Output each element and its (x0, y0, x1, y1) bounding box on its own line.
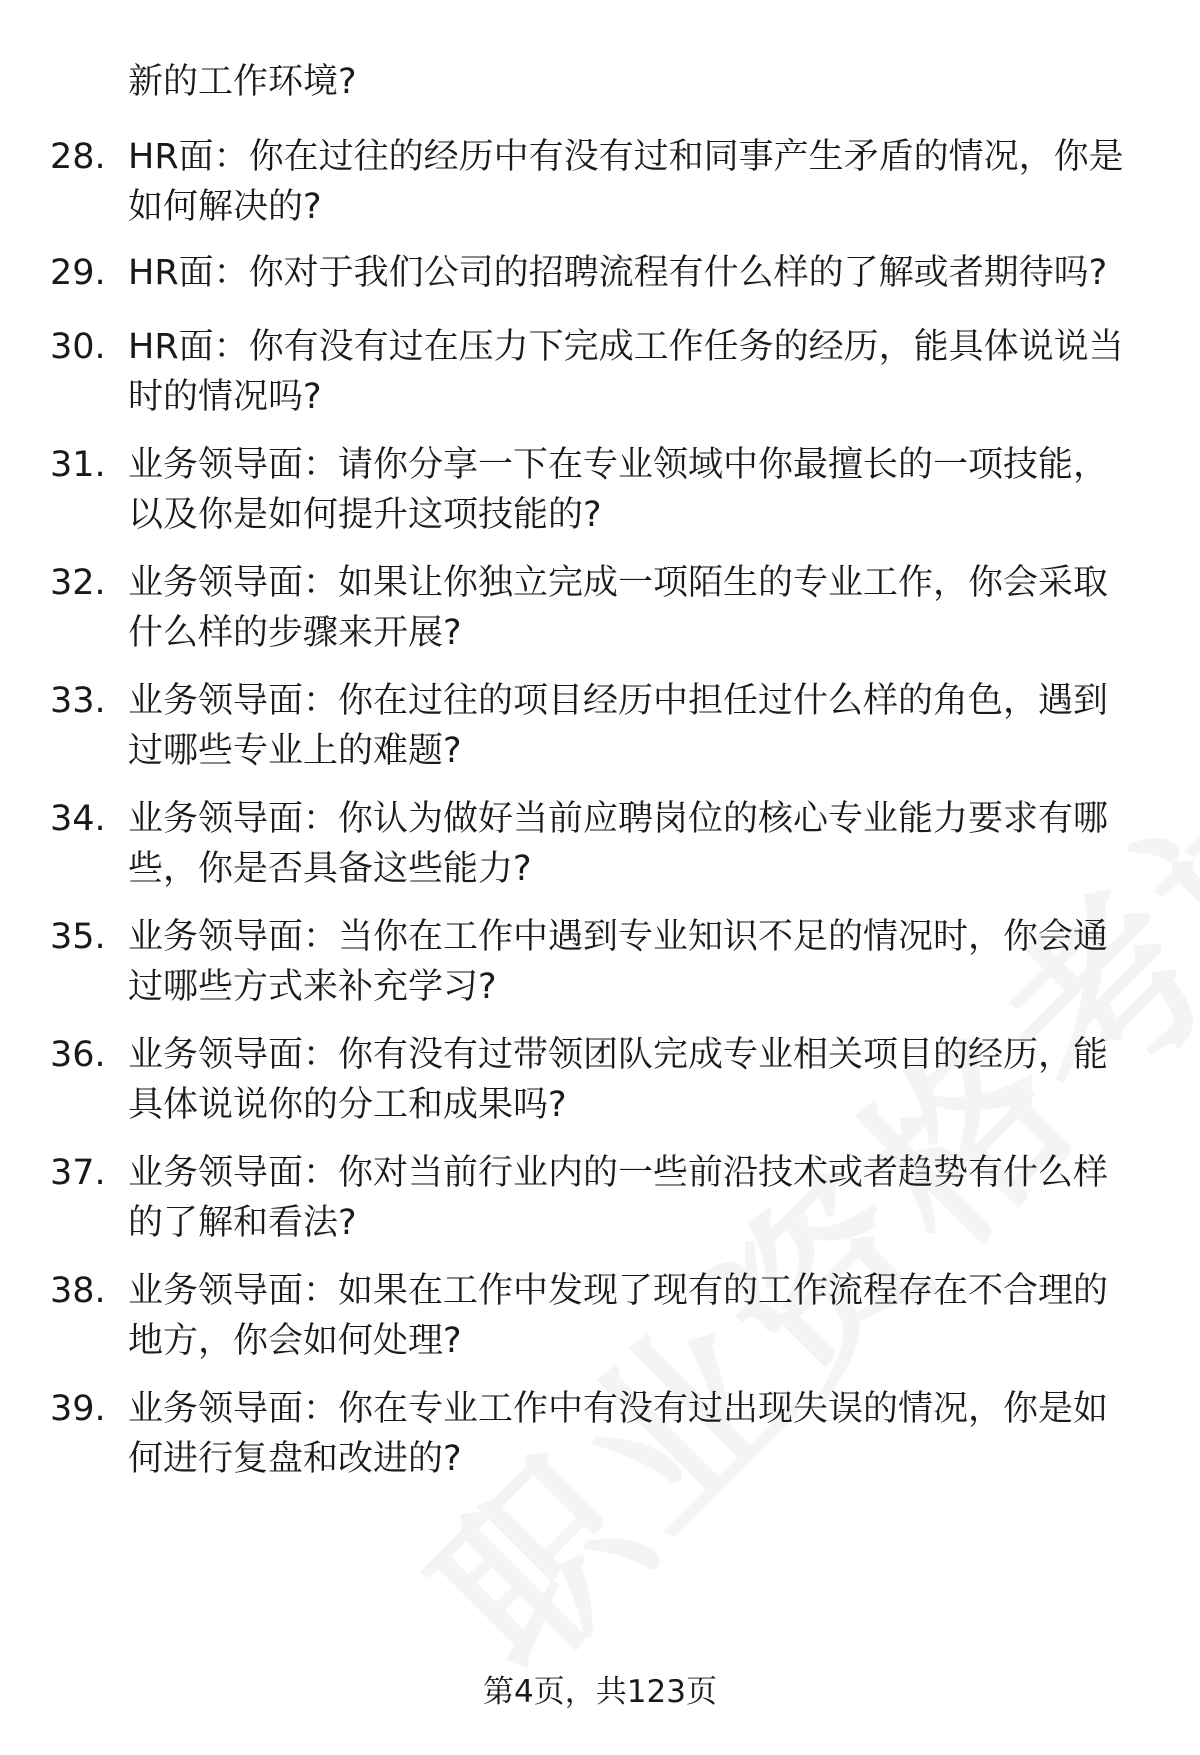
question-line: 业务领导面：你在专业工作中有没有过出现失误的情况，你是如 (128, 1389, 1109, 1429)
question-line: 业务领导面：如果在工作中发现了现有的工作流程存在不合理的 (128, 1271, 1109, 1311)
continuation-line: 新的工作环境? (128, 62, 357, 102)
question-number: 28. (50, 137, 106, 177)
question-text (128, 1030, 1148, 1130)
question-line: 何进行复盘和改进的? (128, 1439, 462, 1479)
question-line: 业务领导面：当你在工作中遇到专业知识不足的情况时，你会通 (128, 917, 1109, 957)
question-line: 如何解决的? (128, 187, 322, 227)
question-text (128, 558, 1148, 658)
question-line: 业务领导面：你有没有过带领团队完成专业相关项目的经历，能 (128, 1035, 1109, 1075)
question-text (128, 794, 1148, 894)
question-line: 以及你是如何提升这项技能的? (128, 495, 602, 535)
question-line: HR面：你对于我们公司的招聘流程有什么样的了解或者期待吗? (128, 253, 1108, 293)
question-text (128, 440, 1148, 540)
question-line: 地方，你会如何处理? (128, 1321, 462, 1361)
question-number: 35. (50, 917, 106, 957)
question-number: 29. (50, 253, 106, 293)
question-text (128, 912, 1148, 1012)
question-text (128, 676, 1148, 776)
question-text (128, 1384, 1148, 1484)
question-number: 34. (50, 799, 106, 839)
question-number: 38. (50, 1271, 106, 1311)
question-line: HR面：你在过往的经历中有没有过和同事产生矛盾的情况，你是 (128, 137, 1124, 177)
question-line: 业务领导面：你对当前行业内的一些前沿技术或者趋势有什么样 (128, 1153, 1109, 1193)
question-text (128, 248, 1148, 298)
question-line: 时的情况吗? (128, 377, 322, 417)
question-line: 过哪些方式来补充学习? (128, 967, 497, 1007)
question-line: 的了解和看法? (128, 1203, 357, 1243)
question-number: 31. (50, 445, 106, 485)
question-line: 过哪些专业上的难题? (128, 731, 462, 771)
page-footer: 第4页，共123页 (483, 1674, 717, 1710)
question-number: 30. (50, 327, 106, 367)
question-line: 业务领导面：你认为做好当前应聘岗位的核心专业能力要求有哪 (128, 799, 1109, 839)
question-line: 业务领导面：如果让你独立完成一项陌生的专业工作，你会采取 (128, 563, 1109, 603)
question-line: 什么样的步骤来开展? (128, 613, 462, 653)
question-number: 36. (50, 1035, 106, 1075)
question-text (128, 1266, 1148, 1366)
question-number: 33. (50, 681, 106, 721)
question-text (128, 322, 1148, 422)
question-line: 具体说说你的分工和成果吗? (128, 1085, 567, 1125)
question-line: 业务领导面：请你分享一下在专业领域中你最擅长的一项技能， (128, 445, 1109, 485)
question-text (128, 1148, 1148, 1248)
question-line: 业务领导面：你在过往的项目经历中担任过什么样的角色，遇到 (128, 681, 1109, 721)
question-line: 些，你是否具备这些能力? (128, 849, 532, 889)
question-text (128, 132, 1148, 232)
question-line: HR面：你有没有过在压力下完成工作任务的经历，能具体说说当 (128, 327, 1124, 367)
question-number: 32. (50, 563, 106, 603)
question-number: 39. (50, 1389, 106, 1429)
question-number: 37. (50, 1153, 106, 1193)
